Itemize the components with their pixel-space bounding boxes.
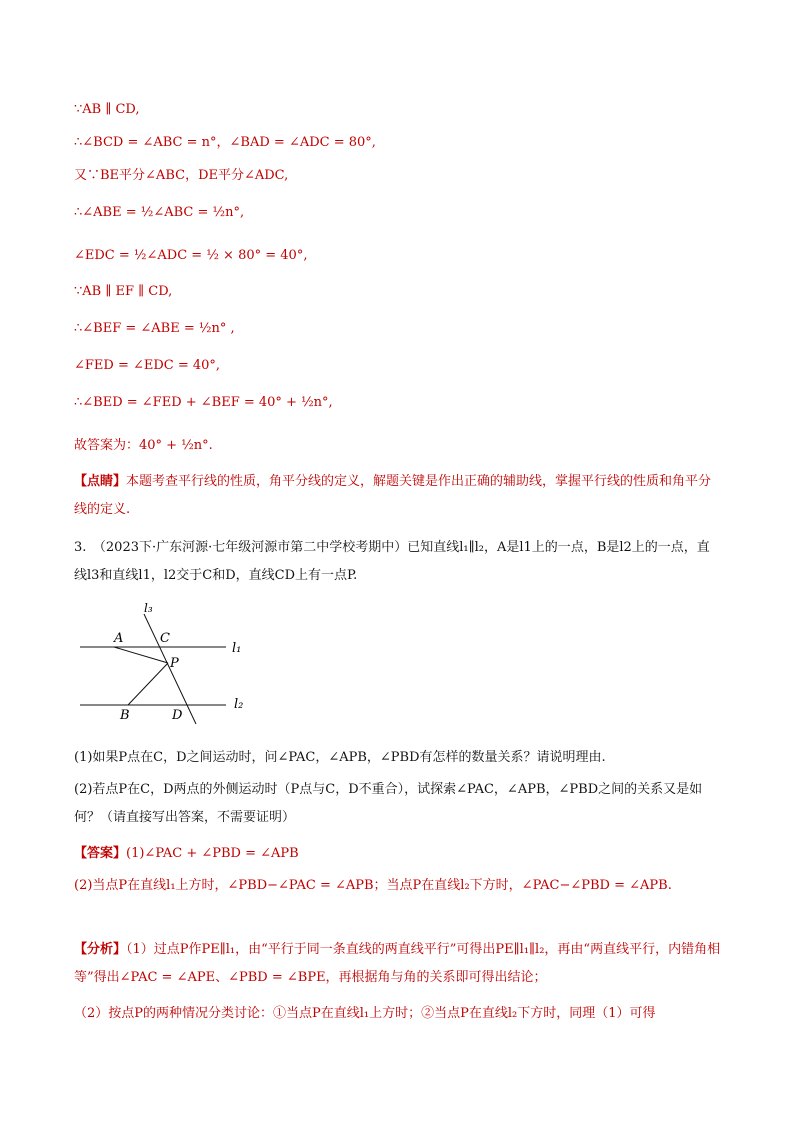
label-B: B (120, 708, 130, 723)
problem3-intro: 3. （2023下·广东河源·七年级河源市第二中学校考期中）已知直线l₁∥l₂，A是l1上的一点，B是l2上的一点，直线l3和直线l1，l2交于C和D，直线CD上有一点P. (74, 540, 710, 583)
comment-block (74, 468, 722, 524)
analysis-tag: 【分析】 (74, 942, 127, 957)
solution-line-9: ∴∠BED = ∠FED + ∠BEF = 40° + ½n°, (74, 395, 333, 410)
comment-tag: 【点睛】 (74, 474, 127, 489)
answer-tag: 【答案】 (74, 846, 127, 861)
comment-text: 本题考查平行线的性质，角平分线的定义，解题关键是作出正确的辅助线，掌握平行线的性质和角平分线的定义. (74, 474, 712, 517)
solution-line-8: ∠FED = ∠EDC = 40°, (74, 358, 221, 373)
label-l2: l₂ (234, 697, 244, 712)
label-l1: l₁ (232, 641, 242, 656)
solution-line-3: 又∵BE平分∠ABC，DE平分∠ADC, (74, 168, 289, 183)
label-A: A (114, 631, 124, 646)
problem3-figure (74, 600, 264, 740)
solution-line-6: ∵AB ∥ EF ∥ CD, (74, 284, 173, 299)
analysis-line-2: （2）按点P的两种情况分类讨论：①当点P在直线l₁上方时；②当点P在直线l₂下方时，同理（1）可得 (74, 1006, 656, 1021)
solution-line-5: ∠EDC = ½∠ADC = ½ × 80° = 40°, (74, 248, 308, 263)
solution-line-10: 故答案为：40° + ½n°. (74, 438, 213, 453)
label-C: C (160, 631, 170, 646)
solution-line-1: ∵AB ∥ CD, (74, 102, 140, 117)
label-D: D (172, 708, 183, 723)
analysis-block (74, 936, 722, 992)
segment-AP (114, 647, 168, 663)
answer-1: (1)∠PAC + ∠PBD = ∠APB (126, 846, 299, 861)
label-l3: l₃ (144, 601, 153, 615)
answer-line-1 (74, 844, 299, 864)
segment-BP (128, 663, 168, 705)
solution-line-2: ∴∠BCD = ∠ABC = n°，∠BAD = ∠ADC = 80°, (74, 135, 376, 150)
solution-line-4: ∴∠ABE = ½∠ABC = ½n°, (74, 205, 245, 220)
question-1: (1)如果P点在C，D之间运动时，问∠PAC，∠APB，∠PBD有怎样的数量关系？请说明理由. (74, 750, 606, 765)
answer-2: (2)当点P在直线l₁上方时，∠PBD−∠PAC = ∠APB；当点P在直线l₂下方时，∠PAC−∠PBD = ∠APB. (74, 878, 672, 893)
analysis-line-1: （1）过点P作PE∥l₁，由“平行于同一条直线的两直线平行”可得出PE∥l₁∥l₂，再由“两直线平行，内错角相等”得出∠PAC = ∠APE、∠PBD = ∠BPE，再根据角与角的关系即可得出结论； (74, 942, 721, 985)
label-P: P (170, 656, 179, 671)
solution-line-7: ∴∠BEF = ∠ABE = ½n° , (74, 321, 235, 336)
question-2: (2)若点P在C，D两点的外侧运动时（P点与C，D不重合），试探索∠PAC，∠APB，∠PBD之间的关系又是如何？（请直接写出答案，不需要证明） (74, 782, 703, 825)
